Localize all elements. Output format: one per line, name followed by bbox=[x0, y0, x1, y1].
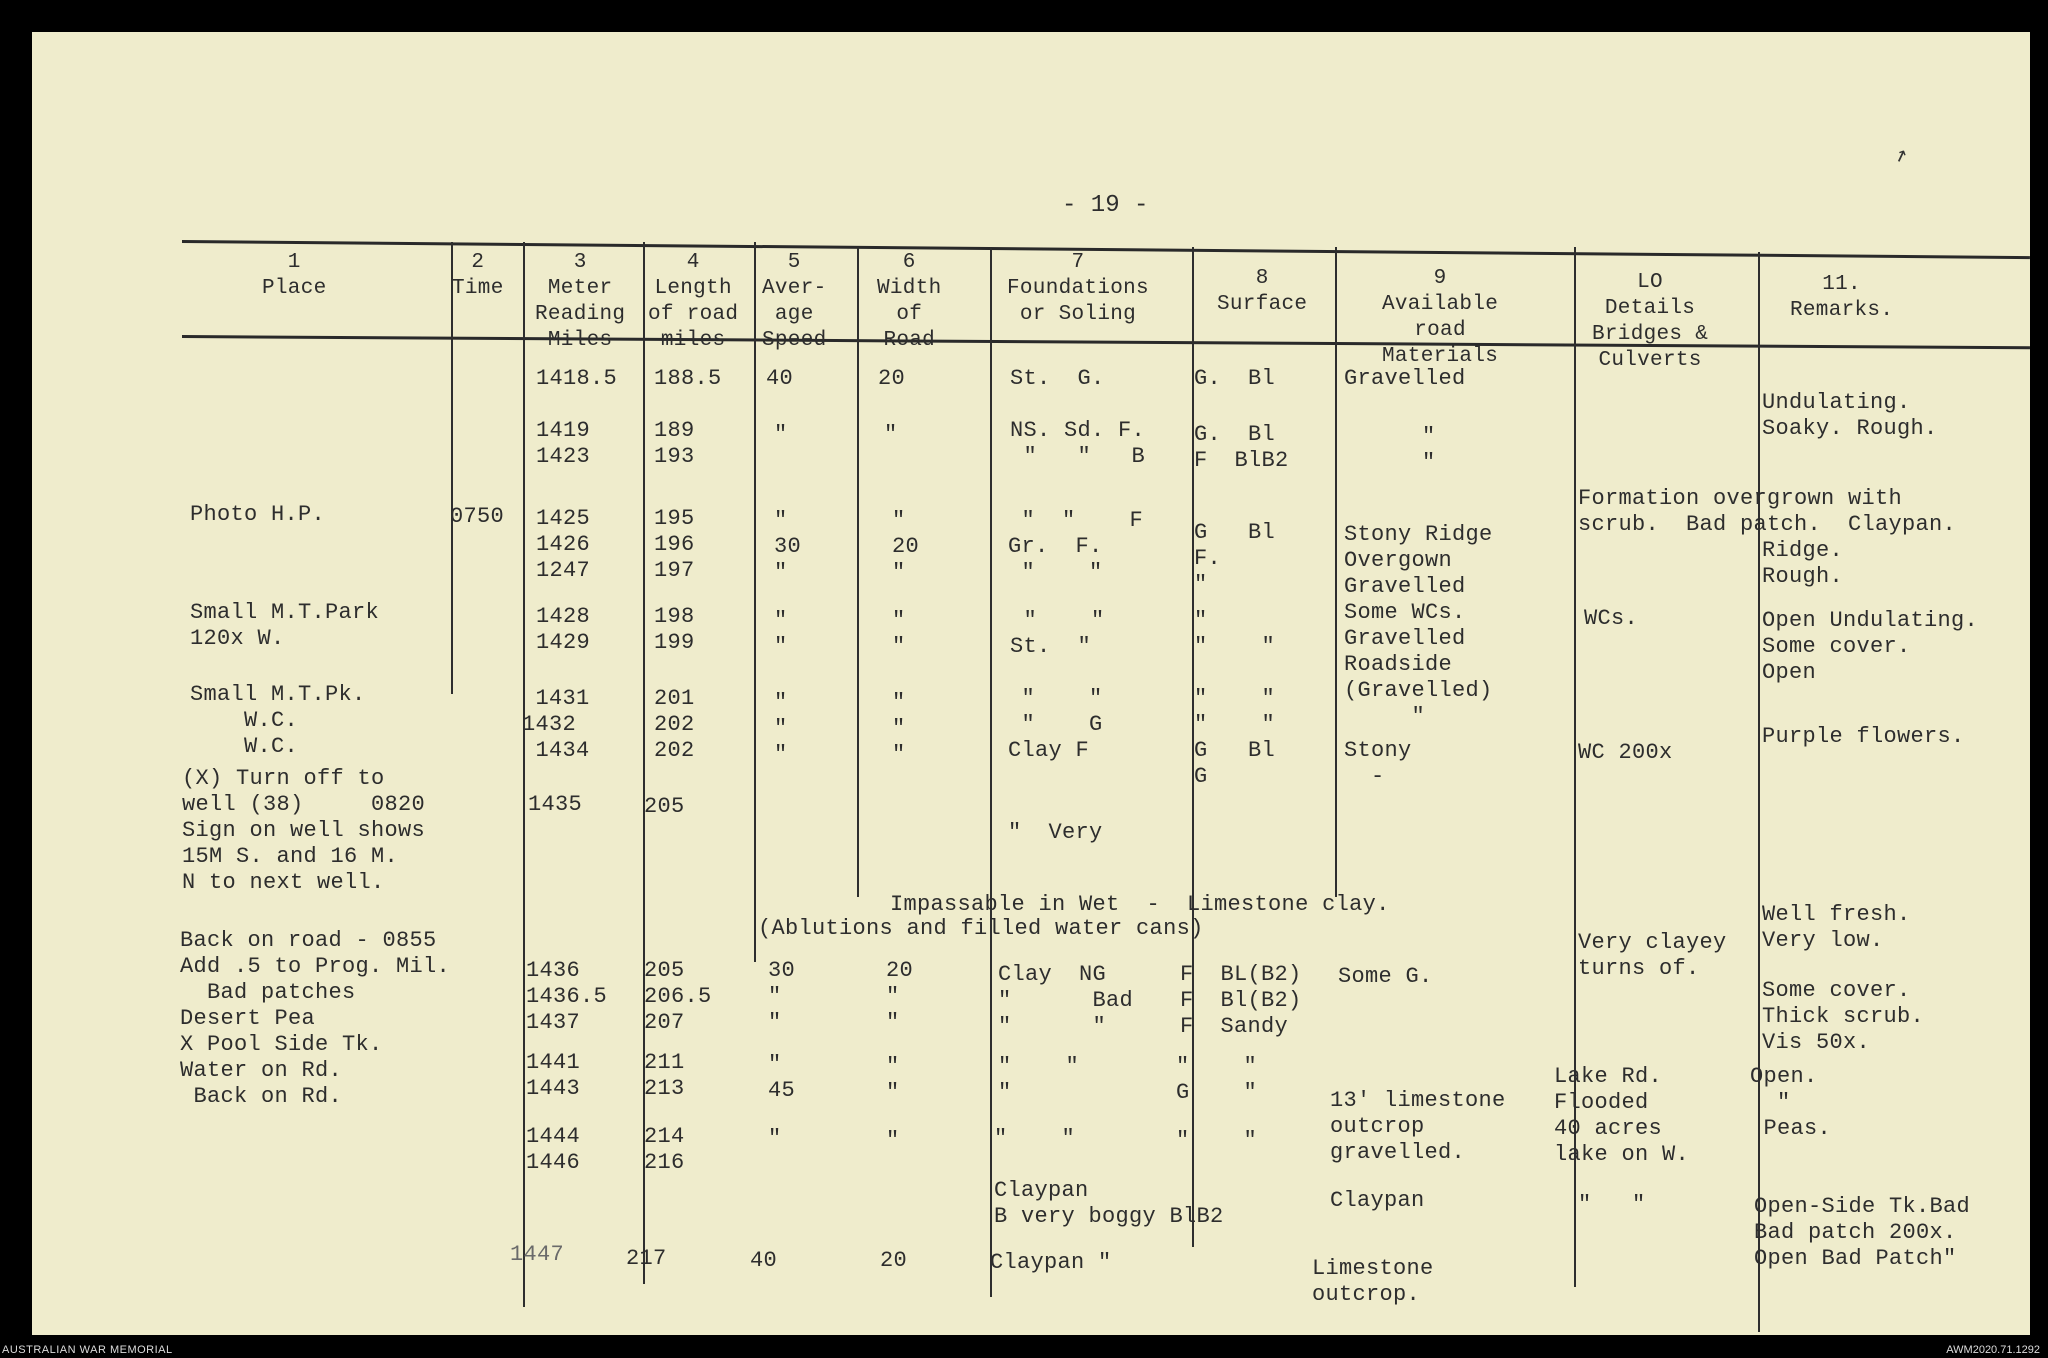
table-cell: Gravelled bbox=[1344, 366, 1466, 391]
table-cell: Undulating. Soaky. Rough. bbox=[1762, 390, 1938, 441]
table-cell: 211 213 bbox=[644, 1050, 685, 1101]
table-cell: 20 bbox=[880, 1248, 908, 1273]
col-divider-4 bbox=[754, 242, 756, 962]
table-cell: " " G " bbox=[1176, 1054, 1258, 1105]
table-cell: WC 200x bbox=[1578, 740, 1673, 765]
table-cell: " " " G Clay F bbox=[1008, 686, 1103, 763]
col-divider-8 bbox=[1335, 247, 1337, 897]
table-cell: Small M.T.Pk. W.C. W.C. bbox=[190, 682, 366, 759]
col-divider-10 bbox=[1758, 252, 1760, 1332]
header-foundations: 7 Foundations or Soling bbox=[1007, 251, 1149, 326]
table-cell: " 20 " bbox=[892, 508, 920, 585]
table-cell: Some G. bbox=[1338, 964, 1433, 989]
table-cell: Limestone outcrop. bbox=[1312, 1256, 1434, 1307]
table-cell: Formation overgrown with scrub. Bad patch. Claypan. bbox=[1578, 486, 1957, 537]
table-cell: 205 206.5 207 bbox=[644, 958, 712, 1035]
table-cell: Stony - bbox=[1344, 738, 1412, 789]
table-cell: Stony Ridge Overgown Gravelled bbox=[1344, 522, 1493, 599]
table-cell: 0750 bbox=[450, 504, 505, 529]
table-cell: G. Bl bbox=[1194, 366, 1276, 391]
table-cell: " " bbox=[774, 608, 788, 659]
table-cell: 201 202 202 bbox=[654, 686, 695, 763]
header-available-materials: 9 Available road Materials bbox=[1382, 267, 1499, 368]
header-length-of-road: 4 Length of road miles bbox=[648, 251, 739, 352]
table-cell: " bbox=[768, 1126, 782, 1151]
archive-footer-left: AUSTRALIAN WAR MEMORIAL bbox=[2, 1344, 173, 1356]
table-cell: Claypan bbox=[1330, 1188, 1425, 1213]
table-cell: 40 bbox=[750, 1248, 778, 1273]
table-cell: " 30 " bbox=[774, 508, 802, 585]
table-cell: Very clayey turns of. bbox=[1578, 930, 1727, 981]
header-average-speed: 5 Aver- age Speed bbox=[762, 251, 827, 352]
table-cell: F BL(B2) F Bl(B2) F Sandy bbox=[1180, 962, 1302, 1039]
table-cell: St. G. bbox=[1010, 366, 1105, 391]
header-time: 2 Time bbox=[452, 251, 504, 300]
table-cell: " " Claypan B very boggy BlB2 bbox=[994, 1126, 1224, 1229]
table-cell: " " " bbox=[774, 690, 788, 767]
table-cell: G Bl F. " bbox=[1194, 520, 1276, 597]
col-divider-1 bbox=[451, 242, 453, 694]
table-cell: 1447 bbox=[510, 1242, 565, 1267]
page-number: - 19 - bbox=[1062, 192, 1149, 219]
table-cell: G. Bl F BlB2 bbox=[1194, 422, 1289, 473]
header-bottom-rule bbox=[182, 335, 2030, 349]
table-cell: Some cover. Thick scrub. Vis 50x. bbox=[1762, 978, 1925, 1055]
table-cell: 189 193 bbox=[654, 418, 695, 469]
table-cell: " " bbox=[1176, 1128, 1258, 1153]
header-place: 1 Place bbox=[262, 251, 327, 300]
table-cell: Photo H.P. bbox=[190, 502, 326, 527]
table-cell: 20 bbox=[878, 366, 906, 391]
table-cell: 1428 1429 bbox=[536, 604, 591, 655]
table-cell: Well fresh. Very low. bbox=[1762, 902, 1911, 953]
table-cell: " " F Gr. F. " " bbox=[1008, 508, 1144, 585]
table-cell: Lake Rd. Flooded 40 acres lake on W. bbox=[1554, 1064, 1690, 1167]
table-cell: 1436 1436.5 1437 bbox=[526, 958, 608, 1035]
table-cell: Clay NG " Bad " " bbox=[998, 962, 1134, 1039]
archive-footer-right: AWM2020.71.1292 bbox=[1946, 1344, 2040, 1356]
table-cell: (Ablutions and filled water cans) bbox=[758, 916, 1204, 941]
table-cell: 214 216 bbox=[644, 1124, 685, 1175]
table-cell: 30 " " bbox=[768, 958, 796, 1035]
table-cell: Ridge. Rough. bbox=[1762, 538, 1844, 589]
table-cell: " " bbox=[1578, 1192, 1646, 1217]
table-cell: Open Undulating. Some cover. Open bbox=[1762, 608, 1979, 685]
table-cell: Small M.T.Park 120x W. bbox=[190, 600, 380, 651]
table-cell: Claypan " bbox=[990, 1250, 1112, 1275]
table-cell: Back on road - 0855 Add .5 to Prog. Mil. Bad patches Desert Pea X Pool Side Tk. Water on Rd. Back on Rd. bbox=[180, 928, 451, 1109]
table-cell: 40 bbox=[766, 366, 794, 391]
table-cell: 20 " " bbox=[886, 958, 914, 1035]
header-bridges-culverts: LO Details Bridges & Culverts bbox=[1592, 271, 1709, 372]
table-cell: Purple flowers. bbox=[1762, 724, 1965, 749]
table-cell: 1444 1446 bbox=[526, 1124, 581, 1175]
table-cell: " bbox=[774, 422, 788, 447]
table-cell: 13' limestone outcrop gravelled. bbox=[1330, 1088, 1506, 1165]
header-surface: 8 Surface bbox=[1217, 267, 1308, 316]
table-cell: " 45 bbox=[768, 1052, 796, 1103]
header-remarks: 11. Remarks. bbox=[1790, 273, 1894, 322]
table-cell: 198 199 bbox=[654, 604, 695, 655]
table-cell: 1435 bbox=[528, 792, 583, 817]
table-cell: " " " bbox=[1194, 608, 1276, 659]
table-cell: NS. Sd. F. " " B bbox=[1010, 418, 1146, 469]
table-cell: " " bbox=[892, 608, 906, 659]
table-cell: 1419 1423 bbox=[536, 418, 591, 469]
table-cell: 188.5 bbox=[654, 366, 722, 391]
pen-mark: ↗ bbox=[1890, 141, 1912, 170]
table-cell: WCs. bbox=[1584, 606, 1639, 631]
table-cell: Impassable in Wet - Limestone clay. bbox=[890, 892, 1390, 917]
table-cell: " " " " G Bl G bbox=[1194, 686, 1276, 789]
table-cell: Some WCs. Gravelled Roadside (Gravelled) " bbox=[1344, 600, 1493, 729]
table-cell: " bbox=[884, 422, 898, 447]
table-cell: 1425 1426 1247 bbox=[536, 506, 591, 583]
table-cell: 217 bbox=[626, 1246, 667, 1271]
document-page bbox=[32, 32, 2030, 1335]
header-meter-reading: 3 Meter Reading Miles bbox=[535, 251, 626, 352]
table-cell: " bbox=[886, 1128, 900, 1153]
table-cell: " " St. " bbox=[1010, 608, 1105, 659]
table-cell: " " bbox=[886, 1054, 900, 1105]
table-cell: Open-Side Tk.Bad Bad patch 200x. Open Bad Patch" bbox=[1754, 1194, 1971, 1271]
table-cell: 205 bbox=[644, 794, 685, 819]
table-cell: 195 196 197 bbox=[654, 506, 695, 583]
table-cell: " " bbox=[1422, 424, 1436, 475]
table-cell: (X) Turn off to well (38) 0820 Sign on well shows 15M S. and 16 M. N to next well. bbox=[182, 766, 426, 895]
table-cell: 1431 1432 1434 bbox=[522, 686, 590, 763]
table-cell: 1418.5 bbox=[536, 366, 618, 391]
col-divider-6 bbox=[990, 247, 992, 1297]
table-cell: " " " bbox=[998, 1054, 1080, 1105]
col-divider-5 bbox=[857, 247, 859, 897]
header-width-of-road: 6 Width of Road bbox=[877, 251, 942, 352]
table-cell: " " " bbox=[892, 690, 906, 767]
col-divider-2 bbox=[523, 242, 525, 1307]
table-cell: Open. " Peas. bbox=[1750, 1064, 1832, 1141]
table-cell: 1441 1443 bbox=[526, 1050, 581, 1101]
table-cell: " Very bbox=[1008, 820, 1103, 845]
